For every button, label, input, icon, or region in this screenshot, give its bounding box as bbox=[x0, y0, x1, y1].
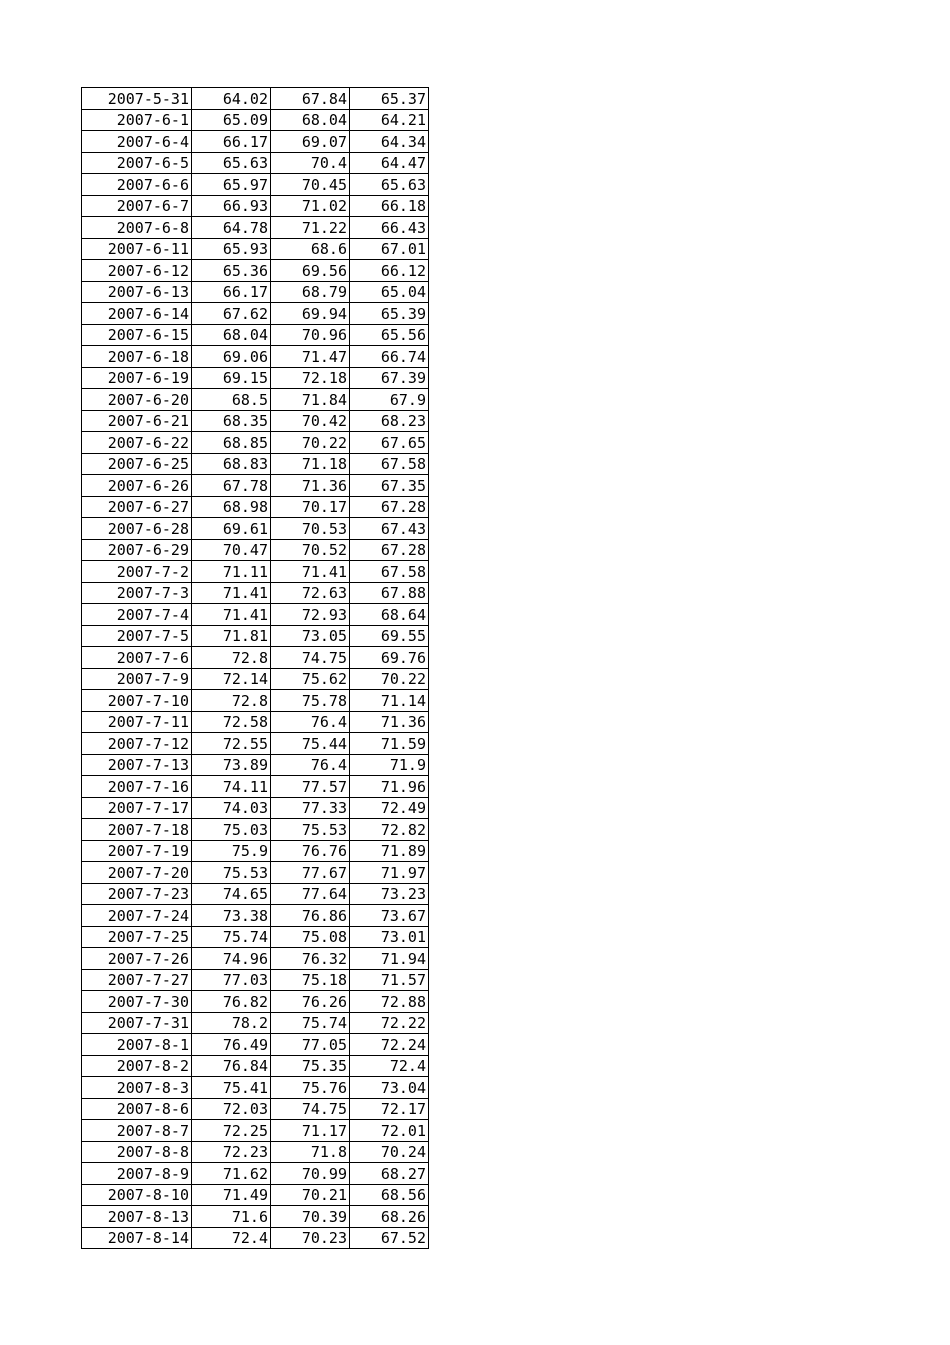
value-cell-1: 73.38 bbox=[192, 905, 271, 927]
value-cell-2: 69.56 bbox=[271, 260, 350, 282]
table-row bbox=[82, 367, 429, 389]
value-cell-3: 73.01 bbox=[350, 926, 429, 948]
date-cell: 2007-7-9 bbox=[82, 668, 192, 690]
value-cell-1: 65.63 bbox=[192, 152, 271, 174]
value-cell-2: 75.76 bbox=[271, 1077, 350, 1099]
value-cell-3: 66.43 bbox=[350, 217, 429, 239]
table-row bbox=[82, 1163, 429, 1185]
table-row bbox=[82, 969, 429, 991]
value-cell-3: 72.17 bbox=[350, 1098, 429, 1120]
value-cell-3: 68.23 bbox=[350, 410, 429, 432]
value-cell-1: 72.03 bbox=[192, 1098, 271, 1120]
value-cell-2: 70.52 bbox=[271, 539, 350, 561]
value-cell-3: 67.01 bbox=[350, 238, 429, 260]
value-cell-3: 65.37 bbox=[350, 88, 429, 110]
table-body bbox=[82, 88, 429, 1249]
date-cell: 2007-6-11 bbox=[82, 238, 192, 260]
value-cell-1: 75.74 bbox=[192, 926, 271, 948]
date-cell: 2007-6-6 bbox=[82, 174, 192, 196]
value-cell-2: 76.76 bbox=[271, 840, 350, 862]
value-cell-1: 68.35 bbox=[192, 410, 271, 432]
value-cell-2: 72.18 bbox=[271, 367, 350, 389]
value-cell-2: 68.04 bbox=[271, 109, 350, 131]
table-row bbox=[82, 582, 429, 604]
value-cell-3: 64.21 bbox=[350, 109, 429, 131]
value-cell-3: 72.49 bbox=[350, 797, 429, 819]
value-cell-3: 73.04 bbox=[350, 1077, 429, 1099]
date-cell: 2007-7-6 bbox=[82, 647, 192, 669]
value-cell-3: 67.52 bbox=[350, 1227, 429, 1249]
value-cell-3: 66.18 bbox=[350, 195, 429, 217]
value-cell-3: 66.12 bbox=[350, 260, 429, 282]
date-cell: 2007-7-31 bbox=[82, 1012, 192, 1034]
table-row bbox=[82, 733, 429, 755]
value-cell-2: 70.42 bbox=[271, 410, 350, 432]
value-cell-3: 71.97 bbox=[350, 862, 429, 884]
date-cell: 2007-6-18 bbox=[82, 346, 192, 368]
date-cell: 2007-7-3 bbox=[82, 582, 192, 604]
value-cell-1: 75.41 bbox=[192, 1077, 271, 1099]
value-cell-1: 75.53 bbox=[192, 862, 271, 884]
date-cell: 2007-6-15 bbox=[82, 324, 192, 346]
value-cell-3: 71.96 bbox=[350, 776, 429, 798]
value-cell-3: 71.36 bbox=[350, 711, 429, 733]
value-cell-3: 72.82 bbox=[350, 819, 429, 841]
date-cell: 2007-6-12 bbox=[82, 260, 192, 282]
value-cell-2: 75.44 bbox=[271, 733, 350, 755]
value-cell-3: 71.14 bbox=[350, 690, 429, 712]
value-cell-2: 70.21 bbox=[271, 1184, 350, 1206]
date-cell: 2007-7-20 bbox=[82, 862, 192, 884]
value-cell-2: 71.84 bbox=[271, 389, 350, 411]
data-table bbox=[81, 87, 429, 1249]
value-cell-2: 75.78 bbox=[271, 690, 350, 712]
value-cell-2: 71.8 bbox=[271, 1141, 350, 1163]
value-cell-1: 77.03 bbox=[192, 969, 271, 991]
value-cell-1: 70.47 bbox=[192, 539, 271, 561]
value-cell-2: 76.4 bbox=[271, 754, 350, 776]
date-cell: 2007-6-7 bbox=[82, 195, 192, 217]
value-cell-2: 71.18 bbox=[271, 453, 350, 475]
value-cell-1: 68.85 bbox=[192, 432, 271, 454]
value-cell-2: 75.08 bbox=[271, 926, 350, 948]
value-cell-2: 77.05 bbox=[271, 1034, 350, 1056]
table-row bbox=[82, 776, 429, 798]
date-cell: 2007-8-8 bbox=[82, 1141, 192, 1163]
value-cell-3: 65.56 bbox=[350, 324, 429, 346]
date-cell: 2007-7-17 bbox=[82, 797, 192, 819]
value-cell-3: 70.22 bbox=[350, 668, 429, 690]
table-row bbox=[82, 561, 429, 583]
date-cell: 2007-8-3 bbox=[82, 1077, 192, 1099]
date-cell: 2007-6-20 bbox=[82, 389, 192, 411]
date-cell: 2007-7-26 bbox=[82, 948, 192, 970]
table-row bbox=[82, 539, 429, 561]
value-cell-2: 71.02 bbox=[271, 195, 350, 217]
value-cell-2: 69.07 bbox=[271, 131, 350, 153]
value-cell-1: 71.49 bbox=[192, 1184, 271, 1206]
table-row bbox=[82, 754, 429, 776]
value-cell-1: 66.17 bbox=[192, 281, 271, 303]
table-row bbox=[82, 131, 429, 153]
value-cell-2: 77.57 bbox=[271, 776, 350, 798]
table-row bbox=[82, 797, 429, 819]
value-cell-3: 67.9 bbox=[350, 389, 429, 411]
value-cell-2: 70.4 bbox=[271, 152, 350, 174]
date-cell: 2007-6-21 bbox=[82, 410, 192, 432]
value-cell-3: 71.89 bbox=[350, 840, 429, 862]
value-cell-1: 72.8 bbox=[192, 690, 271, 712]
date-cell: 2007-8-1 bbox=[82, 1034, 192, 1056]
value-cell-1: 65.97 bbox=[192, 174, 271, 196]
value-cell-1: 64.02 bbox=[192, 88, 271, 110]
date-cell: 2007-7-23 bbox=[82, 883, 192, 905]
table-row bbox=[82, 389, 429, 411]
value-cell-3: 73.67 bbox=[350, 905, 429, 927]
value-cell-2: 71.17 bbox=[271, 1120, 350, 1142]
date-cell: 2007-7-10 bbox=[82, 690, 192, 712]
value-cell-1: 66.17 bbox=[192, 131, 271, 153]
date-cell: 2007-6-1 bbox=[82, 109, 192, 131]
table-row bbox=[82, 475, 429, 497]
value-cell-3: 72.22 bbox=[350, 1012, 429, 1034]
value-cell-2: 69.94 bbox=[271, 303, 350, 325]
value-cell-2: 71.36 bbox=[271, 475, 350, 497]
value-cell-3: 67.28 bbox=[350, 539, 429, 561]
date-cell: 2007-8-2 bbox=[82, 1055, 192, 1077]
value-cell-2: 76.26 bbox=[271, 991, 350, 1013]
value-cell-3: 70.24 bbox=[350, 1141, 429, 1163]
value-cell-3: 71.9 bbox=[350, 754, 429, 776]
value-cell-2: 77.67 bbox=[271, 862, 350, 884]
value-cell-1: 74.65 bbox=[192, 883, 271, 905]
table-row bbox=[82, 410, 429, 432]
value-cell-1: 64.78 bbox=[192, 217, 271, 239]
value-cell-2: 71.41 bbox=[271, 561, 350, 583]
table-row bbox=[82, 217, 429, 239]
value-cell-3: 67.88 bbox=[350, 582, 429, 604]
table-row bbox=[82, 926, 429, 948]
value-cell-1: 71.6 bbox=[192, 1206, 271, 1228]
value-cell-2: 76.32 bbox=[271, 948, 350, 970]
value-cell-2: 72.63 bbox=[271, 582, 350, 604]
value-cell-1: 72.58 bbox=[192, 711, 271, 733]
date-cell: 2007-6-19 bbox=[82, 367, 192, 389]
date-cell: 2007-6-28 bbox=[82, 518, 192, 540]
table-row bbox=[82, 346, 429, 368]
table-row bbox=[82, 625, 429, 647]
value-cell-2: 70.22 bbox=[271, 432, 350, 454]
table-row bbox=[82, 1034, 429, 1056]
value-cell-2: 76.86 bbox=[271, 905, 350, 927]
value-cell-2: 71.47 bbox=[271, 346, 350, 368]
value-cell-1: 71.62 bbox=[192, 1163, 271, 1185]
date-cell: 2007-6-8 bbox=[82, 217, 192, 239]
value-cell-1: 71.41 bbox=[192, 582, 271, 604]
value-cell-3: 67.65 bbox=[350, 432, 429, 454]
date-cell: 2007-6-5 bbox=[82, 152, 192, 174]
value-cell-1: 75.9 bbox=[192, 840, 271, 862]
table-row bbox=[82, 195, 429, 217]
value-cell-2: 77.64 bbox=[271, 883, 350, 905]
value-cell-3: 66.74 bbox=[350, 346, 429, 368]
date-cell: 2007-7-2 bbox=[82, 561, 192, 583]
table-row bbox=[82, 604, 429, 626]
value-cell-3: 67.43 bbox=[350, 518, 429, 540]
value-cell-1: 68.04 bbox=[192, 324, 271, 346]
date-cell: 2007-6-14 bbox=[82, 303, 192, 325]
value-cell-3: 72.24 bbox=[350, 1034, 429, 1056]
value-cell-1: 68.83 bbox=[192, 453, 271, 475]
value-cell-3: 68.27 bbox=[350, 1163, 429, 1185]
value-cell-1: 67.62 bbox=[192, 303, 271, 325]
table-row bbox=[82, 819, 429, 841]
table-row bbox=[82, 840, 429, 862]
value-cell-3: 71.94 bbox=[350, 948, 429, 970]
value-cell-3: 71.57 bbox=[350, 969, 429, 991]
table-row bbox=[82, 1055, 429, 1077]
value-cell-3: 72.88 bbox=[350, 991, 429, 1013]
value-cell-2: 70.53 bbox=[271, 518, 350, 540]
value-cell-2: 75.62 bbox=[271, 668, 350, 690]
table-row bbox=[82, 281, 429, 303]
value-cell-1: 66.93 bbox=[192, 195, 271, 217]
table-row bbox=[82, 496, 429, 518]
value-cell-1: 72.8 bbox=[192, 647, 271, 669]
value-cell-2: 75.74 bbox=[271, 1012, 350, 1034]
value-cell-1: 71.11 bbox=[192, 561, 271, 583]
date-cell: 2007-6-25 bbox=[82, 453, 192, 475]
table-row bbox=[82, 174, 429, 196]
value-cell-3: 68.26 bbox=[350, 1206, 429, 1228]
value-cell-3: 68.56 bbox=[350, 1184, 429, 1206]
value-cell-2: 70.23 bbox=[271, 1227, 350, 1249]
value-cell-1: 65.93 bbox=[192, 238, 271, 260]
table-row bbox=[82, 1227, 429, 1249]
value-cell-1: 75.03 bbox=[192, 819, 271, 841]
table-row bbox=[82, 905, 429, 927]
value-cell-1: 65.09 bbox=[192, 109, 271, 131]
value-cell-3: 65.04 bbox=[350, 281, 429, 303]
value-cell-3: 67.58 bbox=[350, 453, 429, 475]
value-cell-2: 74.75 bbox=[271, 1098, 350, 1120]
value-cell-1: 78.2 bbox=[192, 1012, 271, 1034]
date-cell: 2007-7-13 bbox=[82, 754, 192, 776]
value-cell-3: 67.28 bbox=[350, 496, 429, 518]
table-row bbox=[82, 883, 429, 905]
date-cell: 2007-6-27 bbox=[82, 496, 192, 518]
date-cell: 2007-7-24 bbox=[82, 905, 192, 927]
value-cell-2: 72.93 bbox=[271, 604, 350, 626]
value-cell-3: 67.35 bbox=[350, 475, 429, 497]
value-cell-3: 65.63 bbox=[350, 174, 429, 196]
date-cell: 2007-7-25 bbox=[82, 926, 192, 948]
date-cell: 2007-8-14 bbox=[82, 1227, 192, 1249]
table-row bbox=[82, 1077, 429, 1099]
date-cell: 2007-7-12 bbox=[82, 733, 192, 755]
date-cell: 2007-8-9 bbox=[82, 1163, 192, 1185]
value-cell-1: 72.55 bbox=[192, 733, 271, 755]
date-cell: 2007-5-31 bbox=[82, 88, 192, 110]
table-row bbox=[82, 1184, 429, 1206]
table-row bbox=[82, 1120, 429, 1142]
value-cell-1: 67.78 bbox=[192, 475, 271, 497]
table-row bbox=[82, 518, 429, 540]
date-cell: 2007-7-5 bbox=[82, 625, 192, 647]
value-cell-2: 73.05 bbox=[271, 625, 350, 647]
value-cell-2: 67.84 bbox=[271, 88, 350, 110]
value-cell-3: 64.47 bbox=[350, 152, 429, 174]
value-cell-1: 74.03 bbox=[192, 797, 271, 819]
date-cell: 2007-7-27 bbox=[82, 969, 192, 991]
value-cell-1: 69.06 bbox=[192, 346, 271, 368]
table-row bbox=[82, 238, 429, 260]
value-cell-1: 76.84 bbox=[192, 1055, 271, 1077]
date-cell: 2007-6-29 bbox=[82, 539, 192, 561]
date-cell: 2007-8-7 bbox=[82, 1120, 192, 1142]
value-cell-1: 68.98 bbox=[192, 496, 271, 518]
value-cell-1: 65.36 bbox=[192, 260, 271, 282]
table-row bbox=[82, 88, 429, 110]
value-cell-1: 72.4 bbox=[192, 1227, 271, 1249]
value-cell-3: 73.23 bbox=[350, 883, 429, 905]
value-cell-2: 75.53 bbox=[271, 819, 350, 841]
value-cell-2: 74.75 bbox=[271, 647, 350, 669]
value-cell-3: 67.39 bbox=[350, 367, 429, 389]
value-cell-1: 74.96 bbox=[192, 948, 271, 970]
date-cell: 2007-7-19 bbox=[82, 840, 192, 862]
value-cell-3: 72.4 bbox=[350, 1055, 429, 1077]
value-cell-2: 77.33 bbox=[271, 797, 350, 819]
table-row bbox=[82, 453, 429, 475]
date-cell: 2007-7-11 bbox=[82, 711, 192, 733]
date-cell: 2007-6-13 bbox=[82, 281, 192, 303]
table-row bbox=[82, 324, 429, 346]
value-cell-3: 65.39 bbox=[350, 303, 429, 325]
value-cell-1: 72.23 bbox=[192, 1141, 271, 1163]
value-cell-1: 73.89 bbox=[192, 754, 271, 776]
value-cell-2: 76.4 bbox=[271, 711, 350, 733]
table-row bbox=[82, 711, 429, 733]
date-cell: 2007-7-18 bbox=[82, 819, 192, 841]
table-row bbox=[82, 260, 429, 282]
date-cell: 2007-7-4 bbox=[82, 604, 192, 626]
value-cell-3: 72.01 bbox=[350, 1120, 429, 1142]
value-cell-3: 68.64 bbox=[350, 604, 429, 626]
date-cell: 2007-8-10 bbox=[82, 1184, 192, 1206]
value-cell-3: 69.55 bbox=[350, 625, 429, 647]
value-cell-1: 69.61 bbox=[192, 518, 271, 540]
value-cell-2: 75.18 bbox=[271, 969, 350, 991]
table-row bbox=[82, 109, 429, 131]
value-cell-2: 70.39 bbox=[271, 1206, 350, 1228]
table-row bbox=[82, 1012, 429, 1034]
value-cell-2: 68.79 bbox=[271, 281, 350, 303]
date-cell: 2007-6-22 bbox=[82, 432, 192, 454]
date-cell: 2007-7-30 bbox=[82, 991, 192, 1013]
date-cell: 2007-7-16 bbox=[82, 776, 192, 798]
table-row bbox=[82, 1206, 429, 1228]
value-cell-2: 68.6 bbox=[271, 238, 350, 260]
value-cell-3: 67.58 bbox=[350, 561, 429, 583]
table-row bbox=[82, 1141, 429, 1163]
value-cell-2: 70.45 bbox=[271, 174, 350, 196]
table-row bbox=[82, 668, 429, 690]
value-cell-1: 72.25 bbox=[192, 1120, 271, 1142]
value-cell-2: 75.35 bbox=[271, 1055, 350, 1077]
table-row bbox=[82, 432, 429, 454]
table-row bbox=[82, 303, 429, 325]
table-row bbox=[82, 152, 429, 174]
value-cell-3: 71.59 bbox=[350, 733, 429, 755]
table-row bbox=[82, 948, 429, 970]
value-cell-1: 69.15 bbox=[192, 367, 271, 389]
table-row bbox=[82, 991, 429, 1013]
table-row bbox=[82, 862, 429, 884]
table-row bbox=[82, 1098, 429, 1120]
date-cell: 2007-6-26 bbox=[82, 475, 192, 497]
table-row bbox=[82, 690, 429, 712]
value-cell-1: 76.49 bbox=[192, 1034, 271, 1056]
value-cell-1: 72.14 bbox=[192, 668, 271, 690]
value-cell-1: 76.82 bbox=[192, 991, 271, 1013]
date-cell: 2007-8-6 bbox=[82, 1098, 192, 1120]
value-cell-1: 74.11 bbox=[192, 776, 271, 798]
value-cell-1: 71.41 bbox=[192, 604, 271, 626]
table-row bbox=[82, 647, 429, 669]
value-cell-1: 71.81 bbox=[192, 625, 271, 647]
date-cell: 2007-6-4 bbox=[82, 131, 192, 153]
value-cell-3: 69.76 bbox=[350, 647, 429, 669]
value-cell-2: 70.99 bbox=[271, 1163, 350, 1185]
value-cell-3: 64.34 bbox=[350, 131, 429, 153]
value-cell-2: 70.17 bbox=[271, 496, 350, 518]
value-cell-2: 70.96 bbox=[271, 324, 350, 346]
date-cell: 2007-8-13 bbox=[82, 1206, 192, 1228]
value-cell-2: 71.22 bbox=[271, 217, 350, 239]
value-cell-1: 68.5 bbox=[192, 389, 271, 411]
